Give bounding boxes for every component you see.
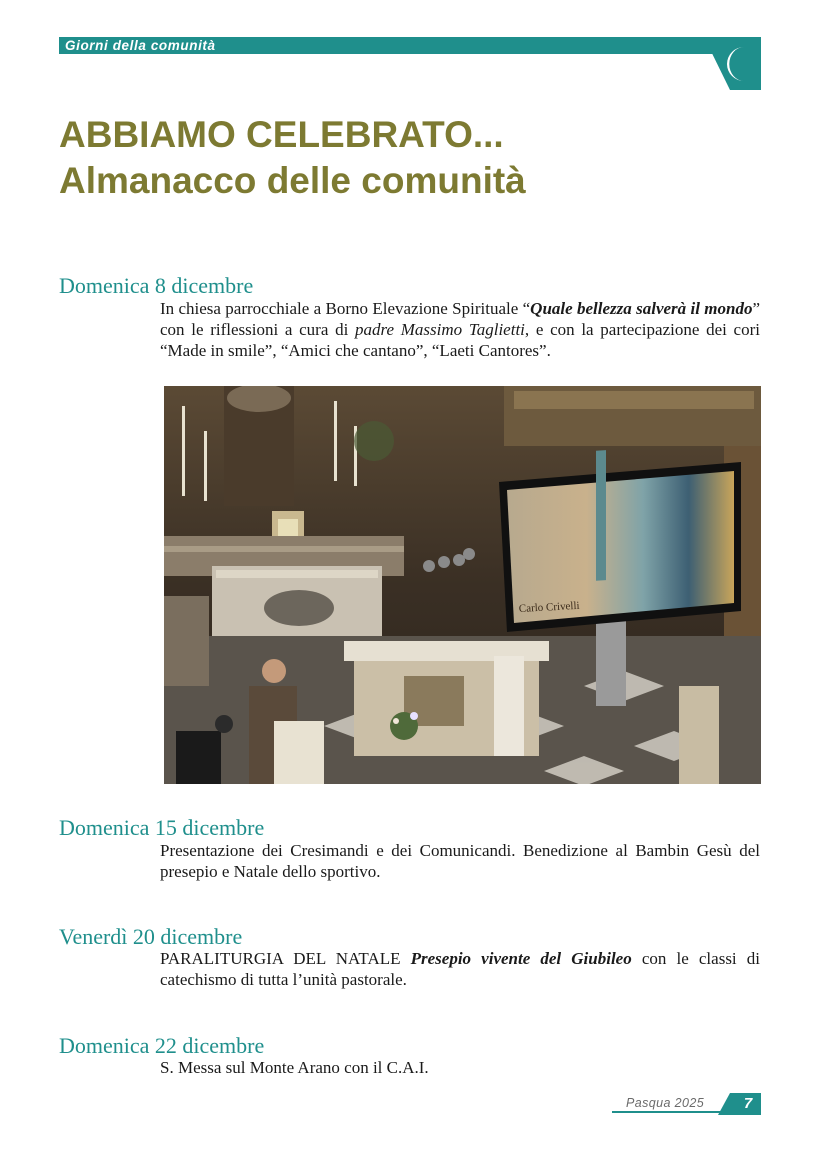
text-run: , e con la partecipazione dei cori “Made in smile”, “Amici che cantano”, “Laeti Cantores”. [160, 320, 760, 360]
page-title-line2: Almanacco delle comunità [59, 160, 526, 201]
text-run: con le classi di catechismo di tutta l’unità pastorale. [160, 949, 760, 989]
event-text-2 [160, 840, 760, 882]
text-run: padre Massimo Taglietti [355, 320, 525, 339]
page-number: 7 [743, 1095, 753, 1112]
church-photo [164, 386, 761, 784]
footer-rule [612, 1111, 728, 1113]
text-run: In chiesa parrocchiale a Borno Elevazione Spirituale “ [160, 299, 531, 318]
page-title-line1: ABBIAMO CELEBRATO... [59, 114, 504, 155]
text-run: Quale bellezza salverà il mondo [530, 299, 753, 318]
text-run: ” con le riflessioni a cura di [160, 299, 760, 339]
event-text-4 [160, 1057, 760, 1078]
header-corner-tab [704, 37, 761, 90]
event-date-4: Domenica 22 dicembre [59, 1033, 265, 1058]
event-text-1 [160, 298, 760, 361]
page-title [59, 112, 526, 204]
event-date-3: Venerdì 20 dicembre [59, 924, 243, 949]
footer-issue: Pasqua 2025 [626, 1096, 705, 1110]
text-run: S. Messa sul Monte Arano con il C.A.I. [160, 1058, 429, 1077]
event-text-3 [160, 948, 760, 990]
text-run: PARALITURGIA DEL NATALE [160, 949, 411, 968]
text-run: Presepio vivente del Giubileo [410, 949, 632, 968]
event-date-2: Domenica 15 dicembre [59, 815, 265, 840]
screen-caption: Carlo Crivelli [518, 599, 580, 615]
event-date-1: Domenica 8 dicembre [59, 273, 254, 298]
section-header-title: Giorni della comunità [65, 38, 216, 53]
text-run: Presentazione dei Cresimandi e dei Comunicandi. Benedizione al Bambin Gesù del presepio e Natale dello sportivo. [160, 841, 760, 881]
